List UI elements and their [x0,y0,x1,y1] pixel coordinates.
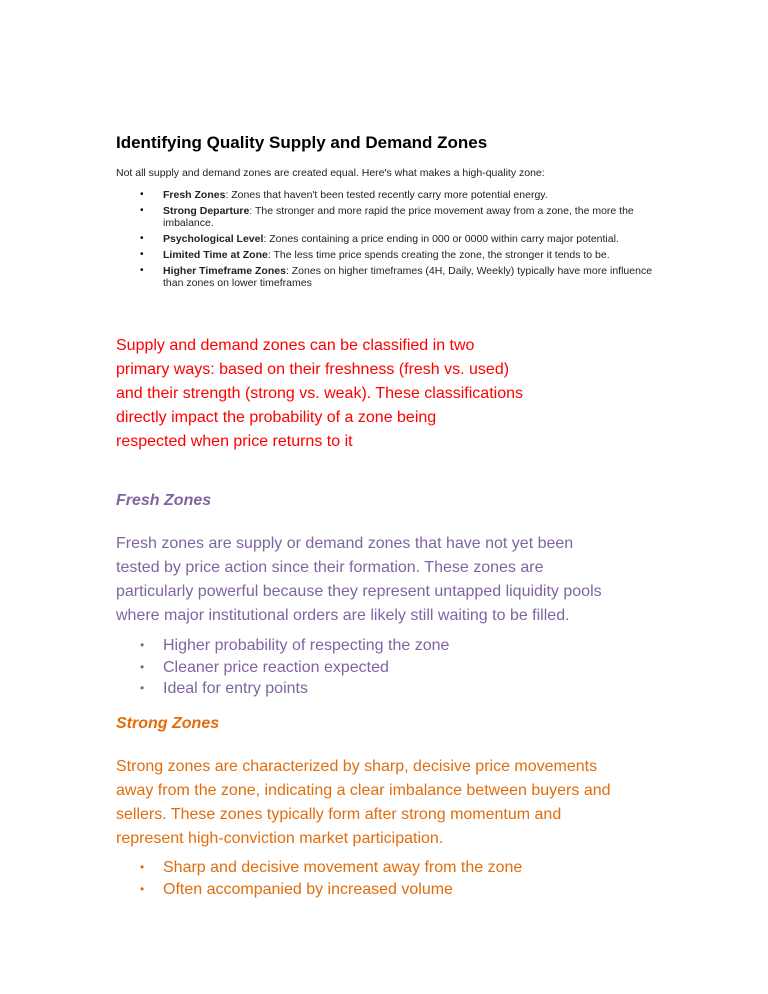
list-item [116,189,656,201]
text-line: particularly powerful because they represent untapped liquidity pools [116,583,602,600]
intro-text: Not all supply and demand zones are created equal. Here's what makes a high-quality zone: [116,167,545,179]
term: Psychological Level [163,233,264,245]
strong-zones-heading: Strong Zones [116,715,220,732]
desc: : The less time price spends creating the zone, the stronger it tends to be. [267,249,610,261]
criteria-list [116,189,656,293]
strong-zones-list [116,857,522,900]
fresh-zones-list [116,635,449,700]
fresh-zones-heading: Fresh Zones [116,492,212,509]
term: Limited Time at Zone [163,249,268,261]
text-line: Supply and demand zones can be classified in two [116,337,475,354]
page-title: Identifying Quality Supply and Demand Zones [116,133,488,152]
list-item [116,249,656,261]
text-line: away from the zone, indicating a clear imbalance between buyers and [116,782,611,799]
list-item: • Sharp and decisive movement away from the zone [116,857,522,879]
list-item: • Cleaner price reaction expected [116,657,449,679]
text-line: directly impact the probability of a zone being [116,409,437,426]
list-item [116,265,656,289]
term: Fresh Zones [163,189,226,201]
text-line: and their strength (strong vs. weak). These classifications [116,385,523,402]
text-line: Strong zones are characterized by sharp, decisive price movements [116,758,598,775]
desc: : The stronger and more rapid the price movement away from a zone, the more the imbalance. [163,205,634,229]
text-line: tested by price action since their formation. These zones are [116,559,544,576]
text-line: where major institutional orders are likely still waiting to be filled. [116,607,570,624]
desc: : Zones containing a price ending in 000 or 0000 within carry major potential. [263,233,619,245]
text-line: sellers. These zones typically form after strong momentum and [116,806,562,823]
text-line: represent high-conviction market participation. [116,830,444,847]
list-item: • Often accompanied by increased volume [116,879,522,901]
text-line: Fresh zones are supply or demand zones that have not yet been [116,535,574,552]
term: Higher Timeframe Zones [163,265,286,277]
fresh-zones-paragraph [116,532,602,628]
list-item [116,205,656,229]
list-item: • Higher probability of respecting the zone [116,635,449,657]
text-line: respected when price returns to it [116,433,353,450]
text-line: primary ways: based on their freshness (fresh vs. used) [116,361,510,378]
term: Strong Departure [163,205,250,217]
classification-paragraph [116,334,523,454]
list-item: • Ideal for entry points [116,678,449,700]
strong-zones-paragraph [116,755,611,851]
list-item [116,233,656,245]
desc: : Zones on higher timeframes (4H, Daily, Weekly) typically have more influence than zones on lower timeframes [163,265,653,289]
desc: : Zones that haven't been tested recently carry more potential energy. [225,189,548,201]
